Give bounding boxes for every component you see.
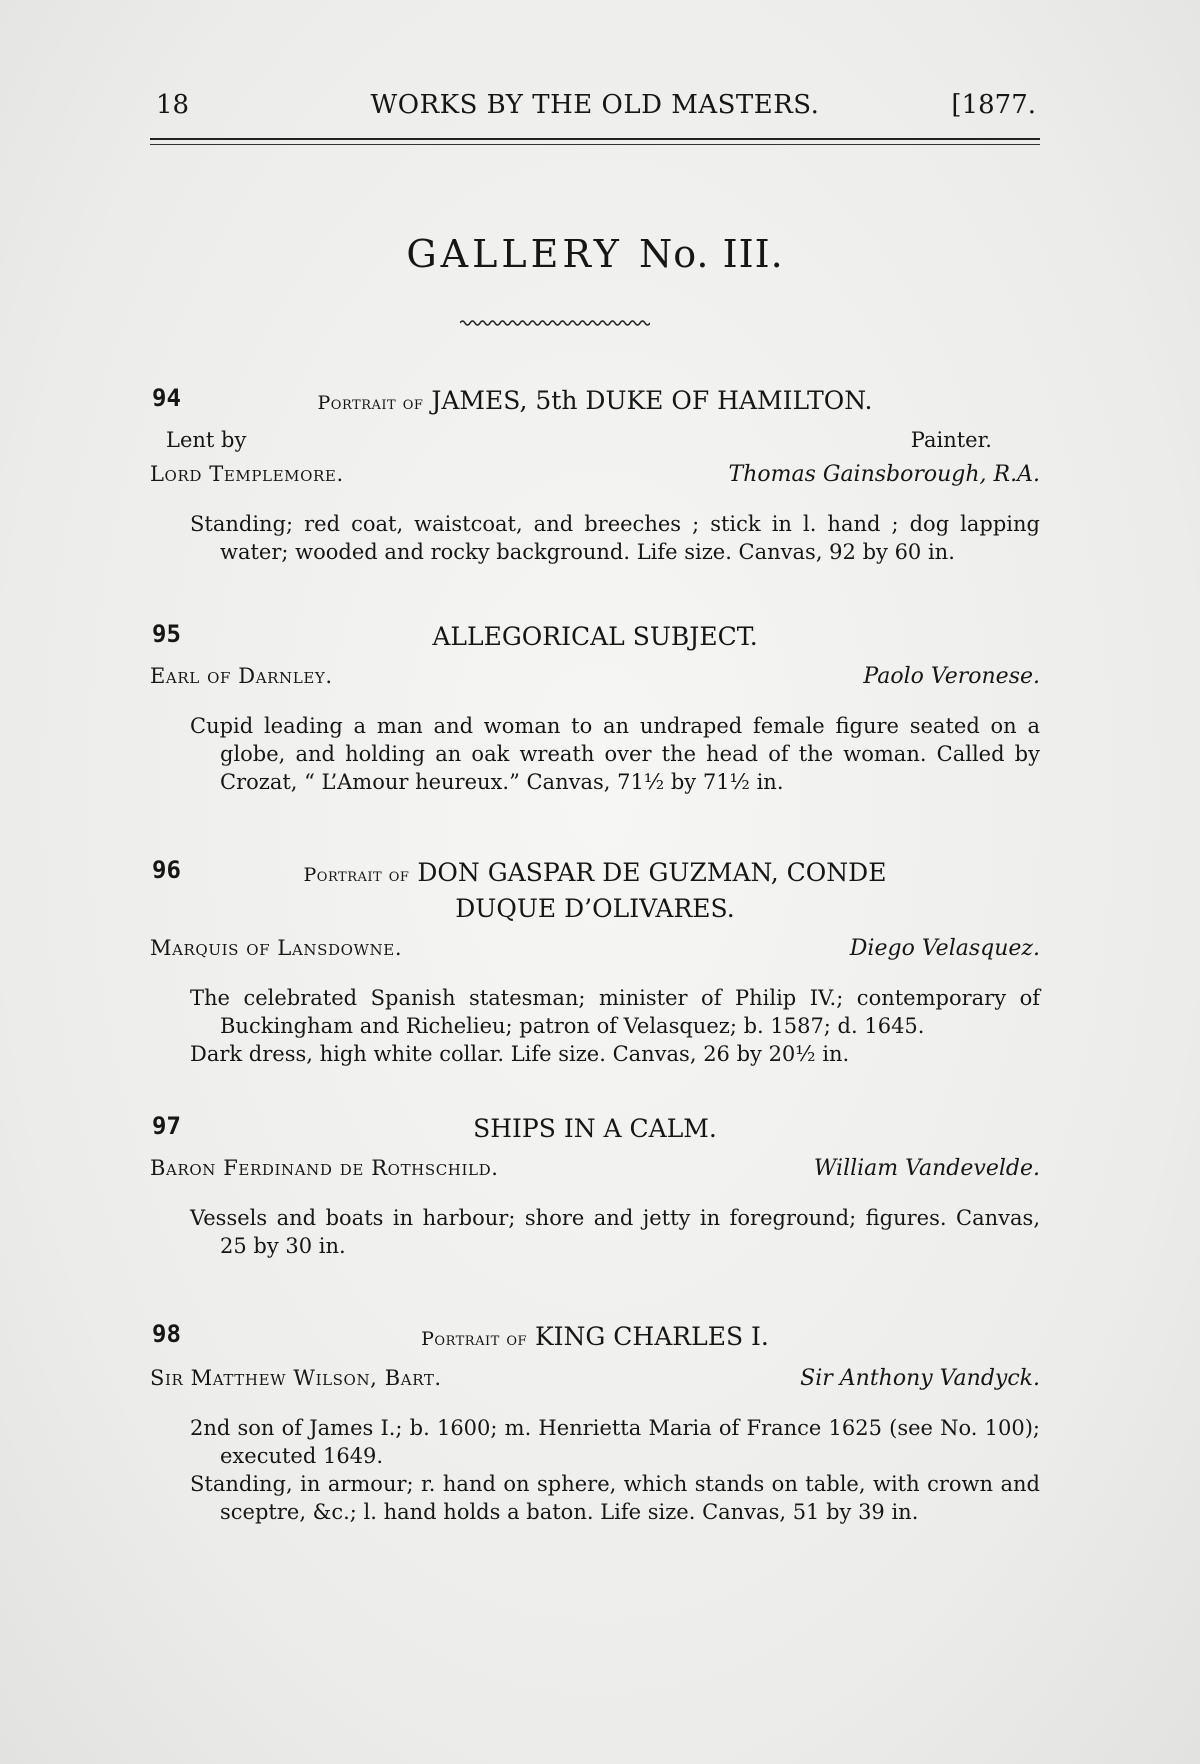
entry-number: 95 bbox=[152, 620, 181, 648]
description-paragraph: Cupid leading a man and woman to an undraped female figure seated on a globe, and holding an oak wreath over the head of the woman. Called by Crozat, “ L’Amour heureux.” Canvas, 71½ by 71½ in. bbox=[190, 714, 1040, 794]
entry-title-text: ALLEGORICAL SUBJECT. bbox=[432, 622, 758, 651]
catalogue-entry bbox=[150, 1112, 1040, 1260]
gallery-heading bbox=[150, 232, 1040, 276]
lender: Earl of Darnley. bbox=[150, 664, 333, 688]
entry-title-text: SHIPS IN A CALM. bbox=[473, 1114, 717, 1143]
description-paragraph: Dark dress, high white collar. Life size. Canvas, 26 by 20½ in. bbox=[190, 1042, 850, 1066]
entry-description bbox=[150, 712, 1040, 796]
entry-description bbox=[150, 1204, 1040, 1260]
gallery-label: GALLERY bbox=[406, 232, 623, 276]
painter: Paolo Veronese. bbox=[863, 664, 1040, 689]
entry-title bbox=[150, 1320, 1040, 1356]
entry-title-text: JAMES, 5th DUKE OF HAMILTON. bbox=[431, 386, 873, 415]
header-year: [1877. bbox=[951, 90, 1036, 120]
running-title: WORKS BY THE OLD MASTERS. bbox=[370, 90, 820, 120]
entry-title-prefix: Portrait of bbox=[421, 1328, 527, 1350]
entry-title-text: DON GASPAR DE GUZMAN, CONDE bbox=[417, 858, 887, 887]
entry-number: 94 bbox=[152, 384, 181, 412]
entry-title bbox=[150, 1112, 1040, 1146]
lender: Sir Matthew Wilson, Bart. bbox=[150, 1366, 442, 1390]
entry-attribution bbox=[150, 1156, 1040, 1190]
entry-attribution bbox=[150, 1366, 1040, 1400]
lent-by-label: Lent by bbox=[166, 428, 247, 452]
entry-description bbox=[150, 510, 1040, 566]
painter: Sir Anthony Vandyck. bbox=[800, 1366, 1040, 1391]
catalogue-entry bbox=[150, 384, 1040, 566]
header-rule-thick bbox=[150, 138, 1040, 140]
entry-number: 98 bbox=[152, 1320, 181, 1348]
entry-title-prefix: Portrait of bbox=[303, 864, 410, 886]
catalogue-entry bbox=[150, 1320, 1040, 1526]
entry-title-text: KING CHARLES I. bbox=[534, 1322, 769, 1351]
description-paragraph: Standing, in armour; r. hand on sphere, which stands on table, with crown and sceptre, &c.; l. hand holds a baton. Life size. Canvas, 51 by 39 in. bbox=[190, 1472, 1040, 1524]
description-paragraph: Vessels and boats in harbour; shore and jetty in foreground; figures. Canvas, 25 by 30 in. bbox=[190, 1206, 1040, 1258]
painter: William Vandevelde. bbox=[813, 1156, 1040, 1181]
entry-title bbox=[150, 620, 1040, 654]
painter: Diego Velasquez. bbox=[849, 936, 1040, 961]
painter: Thomas Gainsborough, R.A. bbox=[728, 462, 1040, 487]
lender: Lord Templemore. bbox=[150, 462, 344, 486]
painter-label: Painter. bbox=[910, 428, 992, 452]
entry-title-prefix: Portrait of bbox=[317, 392, 424, 414]
page-number: 18 bbox=[156, 90, 190, 120]
lender: Baron Ferdinand de Rothschild. bbox=[150, 1156, 499, 1180]
entry-title bbox=[150, 384, 1040, 420]
entry-description bbox=[150, 1414, 1040, 1526]
entry-attribution bbox=[150, 936, 1040, 970]
description-paragraph: The celebrated Spanish statesman; minister of Philip IV.; contemporary of Buckingham and Richelieu; patron of Velasquez; b. 1587; d. 1645. bbox=[190, 986, 1040, 1038]
entry-title-line2: DUQUE D’OLIVARES. bbox=[455, 894, 735, 923]
header-rule-thin bbox=[150, 144, 1040, 145]
lender: Marquis of Lansdowne. bbox=[150, 936, 403, 960]
description-paragraph: Standing; red coat, waistcoat, and breeches ; stick in l. hand ; dog lapping water; wooded and rocky background. Life size. Canvas, 92 by 60 in. bbox=[190, 512, 1040, 564]
wavy-divider bbox=[460, 318, 650, 328]
running-header bbox=[150, 90, 1040, 130]
entry-attribution bbox=[150, 664, 1040, 698]
entry-title bbox=[150, 856, 1040, 926]
entry-number: 97 bbox=[152, 1112, 181, 1140]
entry-number: 96 bbox=[152, 856, 181, 884]
column-labels bbox=[150, 428, 1040, 458]
description-paragraph: 2nd son of James I.; b. 1600; m. Henrietta Maria of France 1625 (see No. 100); executed 1649. bbox=[190, 1416, 1040, 1468]
entry-attribution bbox=[150, 462, 1040, 496]
entry-description bbox=[150, 984, 1040, 1068]
gallery-number: No. III. bbox=[638, 232, 784, 276]
catalogue-entry bbox=[150, 856, 1040, 1068]
catalogue-entry bbox=[150, 620, 1040, 796]
